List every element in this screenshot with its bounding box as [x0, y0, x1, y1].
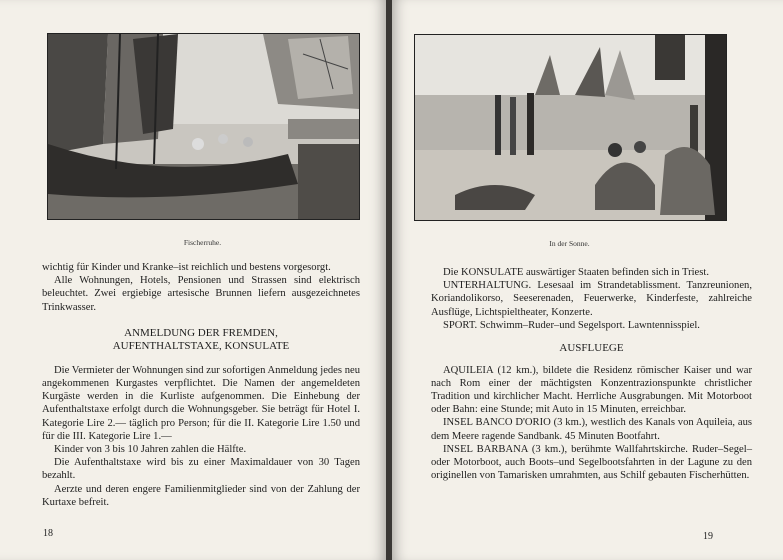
- paragraph: INSEL BARBANA (3 km.), berühmte Wallfahrtskirche. Ruder–Segel–oder Motorboot, auch Boots–und Segelbootsfahrten in der Lagune zu den originellen von Tamarisken umrahmten, aus Schilf gebauten Fischerhütten.: [431, 443, 752, 482]
- paragraph: Alle Wohnungen, Hotels, Pensionen und Strassen sind elektrisch beleuchtet. Zwei ergiebige artesische Brunnen liefern ausgezeichnetes Trinkwasser.: [42, 275, 360, 313]
- left-body-text: [42, 261, 360, 509]
- paragraph: Kinder von 3 bis 10 Jahren zahlen die Hälfte.: [54, 444, 247, 456]
- section-heading: AUFENTHALTSTAXE, KONSULATE: [112, 340, 290, 353]
- paragraph: INSEL BANCO D'ORIO (3 km.), westlich des Kanals von Aquileia, aus dem Meere ragende Sandbank. 45 Minuten Bootfahrt.: [431, 417, 752, 442]
- paragraph: SPORT. Schwimm–Ruder–und Segelsport. Lawntennisspiel.: [443, 319, 700, 331]
- paragraph: UNTERHALTUNG. Lesesaal im Strandetablissment. Tanzreunionen, Koriandolikorso, Seeserenaden, Feuerwerke, Kinderfeste, zahlreiche Ausflüge, Lichtspieltheater, Konzerte.: [431, 280, 752, 318]
- left-page: [0, 0, 386, 560]
- paragraph: Die KONSULATE auswärtiger Staaten befinden sich in Triest.: [443, 267, 709, 278]
- photo-caption: Fischerruhe.: [183, 238, 222, 247]
- paragraph: wichtig für Kinder und Kranke–ist reichlich und bestens vorgesorgt.: [42, 262, 331, 273]
- fishing-boats-photo: [47, 33, 360, 220]
- section-heading: ANMELDUNG DER FREMDEN,: [124, 326, 278, 339]
- paragraph: Aerzte und deren engere Familienmitglieder sind von der Zahlung der Kurtaxe befreit.: [42, 483, 360, 508]
- paragraph: Die Aufenthaltstaxe wird bis zu einer Maximaldauer von 30 Tagen bezahlt.: [42, 457, 360, 482]
- beach-photo: [414, 34, 727, 221]
- right-page: [392, 0, 783, 560]
- paragraph: Die Vermieter der Wohnungen sind zur sofortigen Anmeldung jedes neu angekommenen Kurgastes verpflichtet. Die Namen der angemeldeten Kurgäste werden in die Kurliste aufgenommen. Die Einhebung der Aufenthaltstaxe erfolgt durch die Wohnungsgeber. Sie beträgt für Hotel I. Kategorie Lire 2.— täglich pro Person; für die II. Kategorie Lire 1.50 und für die III. Kategorie Lire 1.—: [42, 364, 360, 442]
- page-number: 18: [43, 528, 53, 539]
- page-number: 19: [703, 531, 713, 542]
- paragraph: AQUILEIA (12 km.), bildete die Residenz römischer Kaiser und war nach Rom einer der mächtigsten Konzentrazionspunkte christlicher Tradition und kirchlicher Macht. Herrliche Ausgrabungen. Mit Motorboot oder Bahn: eine Stunde; mit Auto in 15 Minuten, erreichbar.: [431, 364, 752, 416]
- right-body-text: [431, 266, 752, 482]
- photo-caption: In der Sonne.: [549, 239, 590, 248]
- section-heading: AUSFLUEGE: [559, 342, 624, 355]
